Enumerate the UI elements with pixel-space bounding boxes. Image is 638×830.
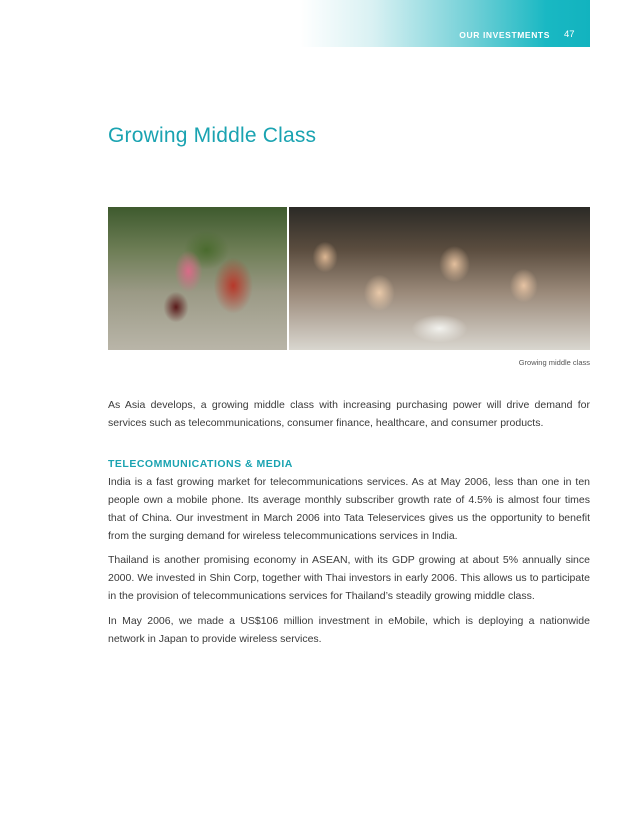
page-title: Growing Middle Class — [108, 124, 317, 147]
section-label: OUR INVESTMENTS — [459, 30, 550, 40]
paragraph-india: India is a fast growing market for telecommunications services. As at May 2006, less than one in ten people own a mobile phone. Its average monthly subscriber growth rate of 4.5% is almost four times that of China. Our investment in March 2006 into Tata Teleservices gives us the opportunity to benefit from the surging demand for wireless telecommunications services in India. — [108, 476, 590, 542]
paragraph-thailand: Thailand is another promising economy in ASEAN, with its GDP growing at about 5% annually since 2000. We invested in Shin Corp, together with Thai investors in early 2006. This allows us to participate in the provision of telecommunications services for Thailand’s steadily growing middle class. — [108, 554, 590, 602]
page-number: 47 — [564, 29, 575, 40]
section-heading: TELECOMMUNICATIONS & MEDIA — [108, 458, 293, 470]
photo-caption: Growing middle class — [518, 358, 590, 367]
intro-paragraph: As Asia develops, a growing middle class with increasing purchasing power will drive demand for services such as telecommunications, consumer finance, healthcare, and consumer products. — [108, 399, 590, 429]
paragraph-japan: In May 2006, we made a US$106 million investment in eMobile, which is deploying a nationwide network in Japan to provide wireless services. — [108, 615, 590, 645]
waving-schoolchildren-photo — [289, 207, 590, 350]
family-on-motorcycle-photo — [108, 207, 287, 350]
